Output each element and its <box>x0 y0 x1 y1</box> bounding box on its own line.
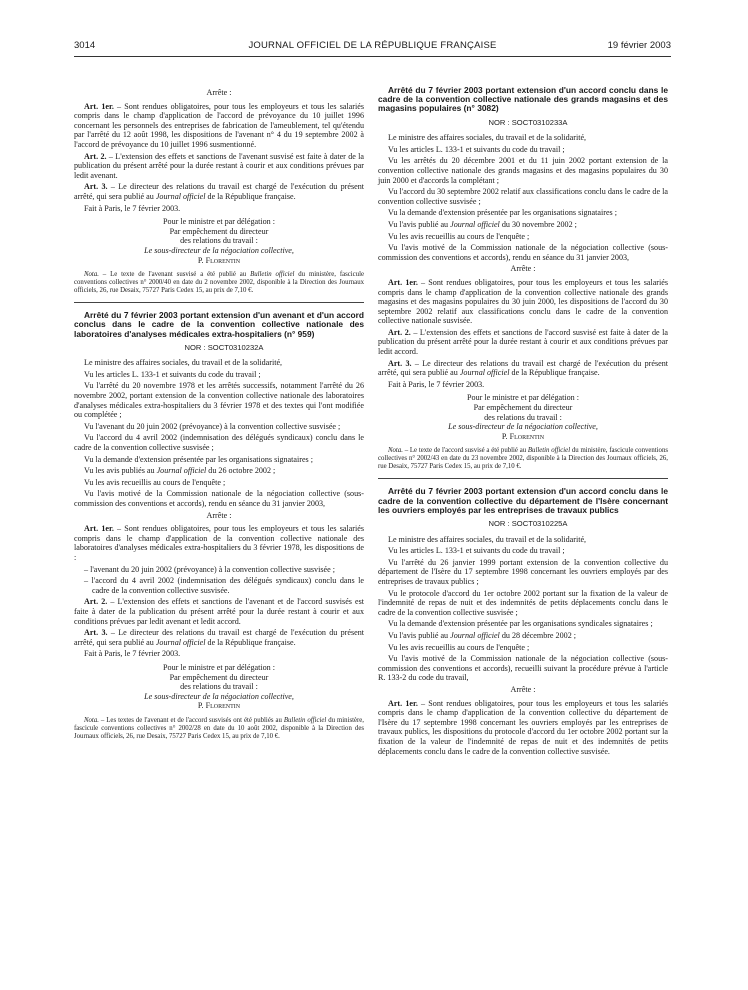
signature-line: Le sous-directeur de la négociation collective, <box>448 422 598 432</box>
visa: Vu les avis publiés au Journal officiel du 26 octobre 2002 ; <box>84 466 276 476</box>
arrete-heading: Arrête : <box>206 510 232 520</box>
signature-block <box>378 393 668 441</box>
visa: Vu l'avis publié au Journal officiel du 28 décembre 2002 ; <box>388 630 577 640</box>
nota-note: Nota. – Le texte de l'avenant susvisé a été publié au Bulletin officiel du ministère, fascicule conventions collectives n° 2000/40 en date du 2 novembre 2002, disponible à la Direction des Journaux officiels, 26, rue Desaix, 75727 Paris Cedex 15, au prix de 7,10 €. <box>74 271 364 295</box>
nor-reference: NOR : SOCT0310232A <box>184 342 264 352</box>
signatory-name: P. Florentin <box>501 431 545 441</box>
article-2: Art. 2. – L'extension des effets et sanctions de l'avenant susvisé est faite à dater de la publication du présent arrêté pour la durée restant à courir et aux conditions prévues par ledit avenant. <box>74 151 365 180</box>
decree-title: Arrêté du 7 février 2003 portant extension d'un avenant et d'un accord conclus dans le cadre de la convention collective nationale des laboratoires d'analyses médicales extra-hospitaliers (n° 959) <box>74 310 364 339</box>
arrete-heading: Arrête : <box>510 264 536 274</box>
signatory-name: P. Florentin <box>197 701 241 711</box>
left-column <box>74 86 364 745</box>
page-header <box>74 40 671 57</box>
visa: Vu le protocole d'accord du 1er octobre 2002 portant sur la fixation de la valeur de l'indemnité de repas de nuit et des indemnités de petits déplacements conclu dans le cadre de la convention collective susvisée ; <box>378 588 668 617</box>
signature-block <box>74 663 364 711</box>
arrete-heading: Arrête : <box>510 684 536 694</box>
fait-a-paris: Fait à Paris, le 7 février 2003. <box>84 649 181 659</box>
fait-a-paris: Fait à Paris, le 7 février 2003. <box>388 379 485 389</box>
visa: Vu l'avis motivé de la Commission nationale de la négociation collective (sous-commission des conventions et accords), rendu en séance du 31 janvier 2003, <box>74 489 364 509</box>
signature-line: Par empêchement du directeur <box>169 672 269 682</box>
visa: Vu les articles L. 133-1 et suivants du code du travail ; <box>84 369 261 379</box>
signature-line: Par empêchement du directeur <box>169 226 269 236</box>
article-3: Art. 3. – Le directeur des relations du travail est chargé de l'exécution du présent arrêté, qui sera publié au Journal officiel de la République française. <box>74 182 365 201</box>
signature-line: Le sous-directeur de la négociation collective, <box>144 691 294 701</box>
article-1: Art. 1er. – Sont rendues obligatoires, pour tous les employeurs et tous les salariés compris dans le champ d'application de l'accord de prévoyance du 10 juillet 1996 concernant les personnels des entreprises de fabrication de l'ameublement, tel qu'étendu par l'arrêté du 12 août 1998, les dispositions de l'avenant n° 4 du 19 septembre 2002 à l'accord de prévoyance du 10 juillet 1996 susmentionné. <box>74 101 364 149</box>
article-1: Art. 1er. – Sont rendues obligatoires, pour tous les employeurs et tous les salariés compris dans le champ d'application de la convention collective nationale des grands magasins et des magasins populaires du 30 juin 2000, les dispositions de l'accord du 30 septembre 2002 relatif aux classifications conclu dans le cadre de la convention collective nationale susvisée. <box>378 277 668 326</box>
list-item: – l'avenant du 20 juin 2002 (prévoyance) à la convention collective susvisée ; <box>84 564 335 574</box>
visa: Vu l'accord du 30 septembre 2002 relatif aux classifications conclu dans le cadre de la convention collective susvisée ; <box>378 187 668 206</box>
article-3: Art. 3. – Le directeur des relations du travail est chargé de l'exécution du présent arrêté, qui sera publié au Journal officiel de la République française. <box>378 358 669 378</box>
visa: Vu l'avis motivé de la Commission nationale de la négociation collective (sous-commission des conventions et accords), recueilli suivant la procédure prévue à l'article R. 133-2 du code du travail, <box>378 654 668 683</box>
visa: Vu l'avis motivé de la Commission nationale de la négociation collective (sous-commission des conventions et accords), rendu en séance du 31 janvier 2003, <box>378 243 668 262</box>
signature-line: Pour le ministre et par délégation : <box>163 662 275 672</box>
visa: Vu la demande d'extension présentée par les organisations signataires ; <box>84 454 313 464</box>
visa: Vu l'avis publié au Journal officiel du 30 novembre 2002 ; <box>388 219 577 229</box>
visa: Vu l'accord du 4 avril 2002 (indemnisation des délégués syndicaux) conclu dans le cadre de la convention collective susvisée ; <box>74 433 364 453</box>
divider <box>378 478 668 479</box>
article-1: Art. 1er. – Sont rendues obligatoires, pour tous les employeurs et tous les salariés compris dans le champ d'application de la convention collective du département de l'Isère du 17 septembre 1998 concernant les ouvriers employés par les entreprises de travaux publics, les dispositions du protocole d'accord du 1er octobre 2002 portant sur la fixation de la valeur de l'indemnité de repas de nuit et des indemnités de petits déplacements conclu dans le cadre de la convention collective susvisée. <box>378 698 668 756</box>
visa: Vu la demande d'extension présentée par les organisations syndicales signataires ; <box>388 619 653 629</box>
signature-line: Pour le ministre et par délégation : <box>163 217 275 227</box>
nota-note: Nota. – Les textes de l'avenant et de l'accord susvisés ont été publiés au Bulletin officiel du ministère, fascicule conventions collectives n° 2002/28 en date du 10 août 2002, disponible à la Direction des Journaux officiels, 26, rue Desaix, 75727 Paris Cedex 15, au prix de 7,10 €. <box>74 716 364 740</box>
page-number: 3014 <box>74 40 96 51</box>
article-2: Art. 2. – L'extension des effets et sanctions de l'accord susvisé est faite à dater de la publication du présent arrêté pour la durée restant à courir et aux conditions prévues par ledit accord. <box>378 327 668 357</box>
visa: Vu les avis recueillis au cours de l'enquête ; <box>388 231 530 241</box>
visa: Vu l'avenant du 20 juin 2002 (prévoyance) à la convention collective susvisée ; <box>84 421 341 431</box>
signature-line: Par empêchement du directeur <box>473 403 573 413</box>
visa: Le ministre des affaires sociales, du travail et de la solidarité, <box>388 534 587 544</box>
visa: Vu les articles L. 133-1 et suivants du code du travail ; <box>388 546 565 556</box>
visa: Vu l'arrêté du 20 novembre 1978 et les arrêtés successifs, notamment l'arrêté du 26 novembre 2002, portant extension de la convention collective nationale des laboratoires d'analyses médicales extra-hospitaliers du 3 février 1978 et des textes qui l'ont modifiée ou complétée ; <box>74 381 364 420</box>
journal-title: JOURNAL OFFICIEL DE LA RÉPUBLIQUE FRANÇAISE <box>248 40 497 51</box>
issue-date: 19 février 2003 <box>607 40 671 51</box>
signature-line: des relations du travail : <box>180 682 258 692</box>
visa: Vu les arrêtés du 20 décembre 2001 et du 11 juin 2002 portant extension de la convention collective nationale des grands magasins et des magasins populaires du 30 juin 2000 et d'accords la complétant ; <box>378 156 668 185</box>
nota-note: Nota. – Le texte de l'accord susvisé a été publié au Bulletin officiel du ministère, fascicule conventions collectives n° 2002/43 en date du 23 novembre 2002, disponible à la Direction des Journaux officiels, 26, rue Desaix, 75727 Paris Cedex 15, au prix de 7,10 €. <box>378 447 669 471</box>
list-item: – l'accord du 4 avril 2002 (indemnisation des délégués syndicaux) conclu dans le cadre de la convention collective susvisée. <box>84 576 364 595</box>
nor-reference: NOR : SOCT0310225A <box>488 519 568 529</box>
decree-title: Arrêté du 7 février 2003 portant extension d'un accord conclu dans le cadre de la convention collective du département de l'Isère concernant les ouvriers employés par les entreprises de travaux publics <box>378 486 668 515</box>
nor-reference: NOR : SOCT0310233A <box>488 117 568 127</box>
signature-line: des relations du travail : <box>484 412 562 422</box>
visa: Vu la demande d'extension présentée par les organisations signataires ; <box>388 208 617 218</box>
visa: Vu l'arrêté du 26 janvier 1999 portant extension de la convention collective du département de l'Isère du 17 septembre 1998 concernant les ouvriers employés par des entreprises de travaux publics ; <box>378 557 668 586</box>
visa: Le ministre des affaires sociales, du travail et de la solidarité, <box>84 358 283 368</box>
visa: Vu les articles L. 133-1 et suivants du code du travail ; <box>388 144 565 154</box>
signature-line: des relations du travail : <box>180 236 258 246</box>
divider <box>74 302 364 303</box>
signature-block <box>74 217 364 265</box>
decree-title: Arrêté du 7 février 2003 portant extension d'un accord conclu dans le cadre de la convention collective nationale des grands magasins et des magasins populaires (n° 3082) <box>378 85 668 114</box>
article-3: Art. 3. – Le directeur des relations du travail est chargé de l'exécution du présent arrêté, qui sera publié au Journal officiel de la République française. <box>74 628 365 647</box>
visa: Vu les avis recueillis au cours de l'enquête ; <box>84 477 226 487</box>
visa: Vu les avis recueillis au cours de l'enquête ; <box>388 642 530 652</box>
visa: Le ministre des affaires sociales, du travail et de la solidarité, <box>388 133 587 143</box>
article-1: Art. 1er. – Sont rendues obligatoires, pour tous les employeurs et tous les salariés compris dans le champ d'application de la convention collective nationale des laboratoires d'analyses médicales extra-hospitaliers du 3 février 1978, les dispositions de : <box>74 524 364 562</box>
signature-line: Pour le ministre et par délégation : <box>467 393 579 403</box>
signature-line: Le sous-directeur de la négociation collective, <box>144 245 294 255</box>
arrete-heading: Arrête : <box>206 88 232 97</box>
article-2: Art. 2. – L'extension des effets et sanctions de l'avenant et de l'accord susvisés est faite à dater de la publication du présent arrêté pour la durée restant à courir et aux conditions prévues par ledit avenant et ledit accord. <box>74 597 364 626</box>
right-column <box>378 86 668 758</box>
signatory-name: P. Florentin <box>197 255 241 265</box>
fait-a-paris: Fait à Paris, le 7 février 2003. <box>84 203 181 213</box>
